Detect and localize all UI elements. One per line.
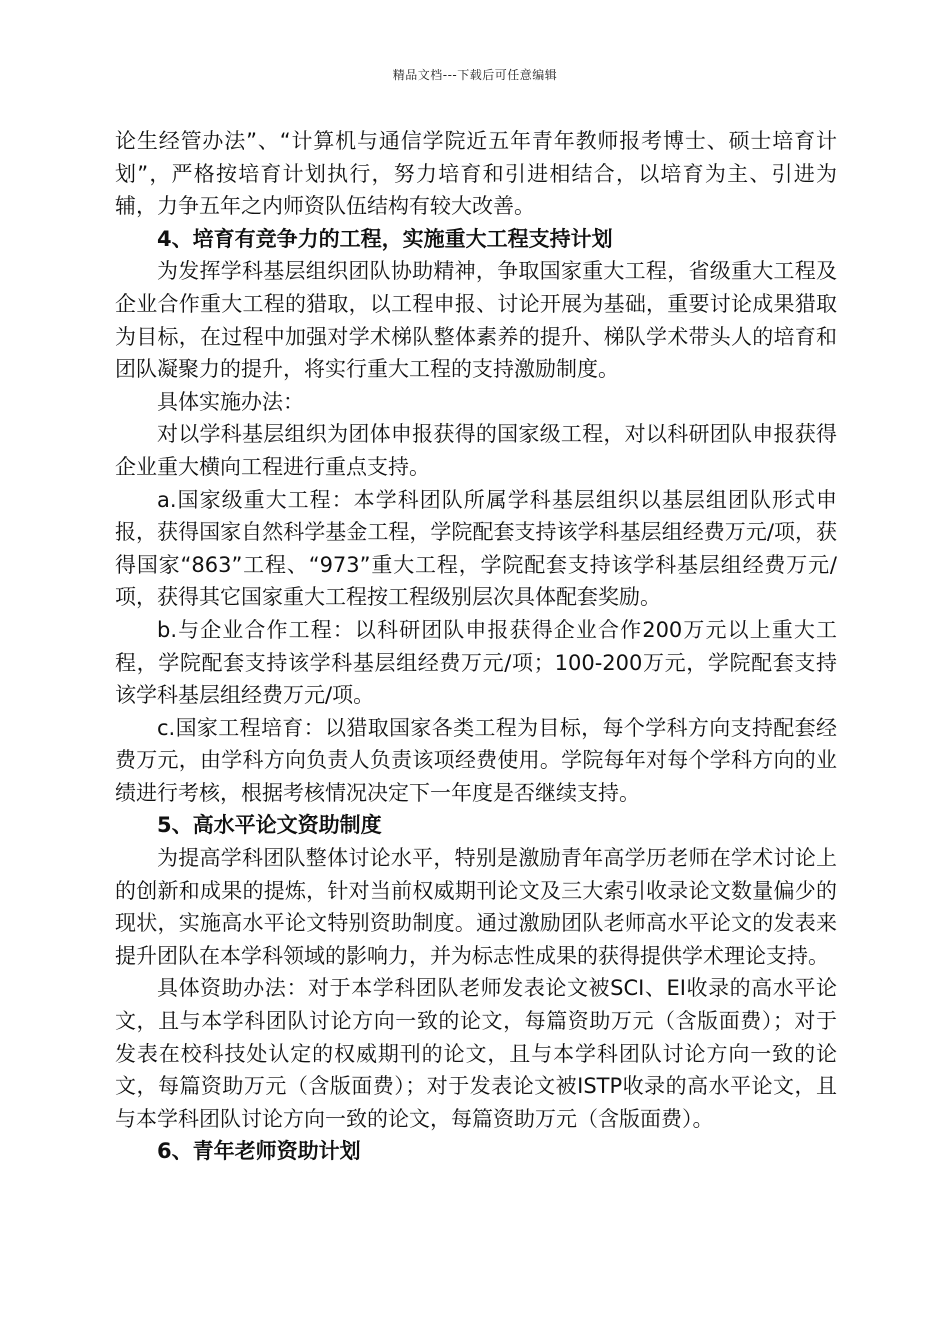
paragraph: 为提高学科团队整体讨论水平，特别是激励青年高学历老师在学术讨论上的创新和成果的提炼，针对当前权威期刊论文及三大索引收录论文数量偏少的现状，实施高水平论文特别资助制度。通过激励团队老师高水平论文的发表来提升团队在本学科领域的影响力，并为标志性成果的获得提供学术理论支持。 xyxy=(115,846,837,968)
section-heading-5: 5、高水平论文资助制度 xyxy=(157,813,382,838)
page-header: 精品文档---下载后可任意编辑 xyxy=(392,68,558,82)
paragraph: 具体资助办法：对于本学科团队老师发表论文被SCI、EI收录的高水平论文，且与本学科团队讨论方向一致的论文，每篇资助万元（含版面费）；对于发表在校科技处认定的权威期刊的论文，且与本学科团队讨论方向一致的论文，每篇资助万元（含版面费）；对于发表论文被ISTP收录的高水平论文，且与本学科团队讨论方向一致的论文，每篇资助万元（含版面费）。 xyxy=(115,976,837,1131)
paragraph: 对以学科基层组织为团体申报获得的国家级工程，对以科研团队申报获得企业重大横向工程进行重点支持。 xyxy=(115,422,837,479)
paragraph-continuation: 论生经管办法”、“计算机与通信学院近五年青年教师报考博士、硕士培育计划”，严格按培育计划执行，努力培育和引进相结合，以培育为主、引进为辅，力争五年之内师资队伍结构有较大改善。 xyxy=(115,129,837,219)
section-heading-4: 4、培育有竞争力的工程，实施重大工程支持计划 xyxy=(157,226,613,251)
paragraph-item-a: a.国家级重大工程：本学科团队所属学科基层组织以基层组团队形式申报，获得国家自然科学基金工程，学院配套支持该学科基层组经费万元/项，获得国家“863”工程、“973”重大工程，学院配套支持该学科基层组经费万元/项，获得其它国家重大工程按工程级别层次具体配套奖励。 xyxy=(115,487,837,610)
paragraph: 具体实施办法： xyxy=(157,389,304,414)
section-heading-6: 6、青年老师资助计划 xyxy=(157,1139,361,1164)
paragraph: 为发挥学科基层组织团队协助精神，争取国家重大工程，省级重大工程及企业合作重大工程的猎取，以工程申报、讨论开展为基础，重要讨论成果猎取为目标，在过程中加强对学术梯队整体素养的提升、梯队学术带头人的培育和团队凝聚力的提升，将实行重大工程的支持激励制度。 xyxy=(115,259,837,382)
document-body xyxy=(115,125,837,1168)
paragraph-item-c: c.国家工程培育：以猎取国家各类工程为目标，每个学科方向支持配套经费万元，由学科方向负责人负责该项经费使用。学院每年对每个学科方向的业绩进行考核，根据考核情况决定下一年度是否继续支持。 xyxy=(115,715,837,805)
paragraph-item-b: b.与企业合作工程：以科研团队申报获得企业合作200万元以上重大工程，学院配套支持该学科基层组经费万元/项；100-200万元，学院配套支持该学科基层组经费万元/项。 xyxy=(115,617,837,708)
